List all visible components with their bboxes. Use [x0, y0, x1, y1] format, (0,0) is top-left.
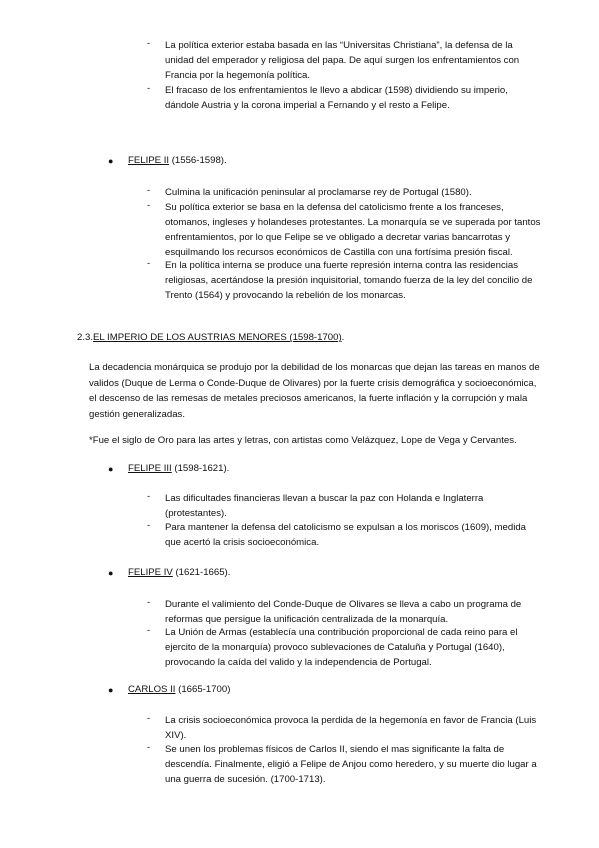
king-name: CARLOS II [128, 684, 176, 695]
king-dates: (1621-1665). [172, 567, 231, 578]
king-dates: (1556-1598). [169, 155, 227, 166]
list-dash: - [147, 491, 151, 502]
list-dash: - [147, 520, 151, 531]
bullet-icon: ● [108, 685, 114, 695]
list-item: La Unión de Armas (establecía una contribución proporcional de cada reino para el ejercito de la monarquía) provoco sublevaciones de Cataluña y Portugal (1640), provocando la caída del valido y la independencia de Portugal. [165, 627, 518, 668]
king-heading-felipe-ii [128, 155, 227, 166]
list-dash: - [147, 200, 151, 211]
bullet-icon: ● [108, 156, 114, 166]
list-item: El fracaso de los enfrentamientos le llevo a abdicar (1598) dividiendo su imperio, dándole Austria y la corona imperial a Fernando y el resto a Felipe. [165, 85, 508, 111]
section-number: 2.3. [77, 332, 94, 343]
list-dash: - [147, 185, 151, 196]
king-heading-felipe-iv [128, 567, 230, 578]
king-name: FELIPE IV [128, 567, 173, 578]
section-heading [77, 332, 344, 343]
list-item: Su política exterior se basa en la defensa del catolicismo frente a los franceses, otomanos, ingleses y holandeses protestantes. La monarquía se ve superada por tantos enfrentamientos, por lo que Felipe se ve obligado a decretar varias bancarrotas y esquilmando los recursos económicos de Castilla con una fortísima presión fiscal. [165, 202, 541, 258]
king-name: FELIPE II [128, 155, 170, 166]
list-item: La política exterior estaba basada en las “Universitas Christiana”, la defensa de la unidad del emperador y religiosa del papa. De aquí surgen los enfrentamientos con Francia por la hegemonía política. [165, 40, 520, 81]
list-item: Las dificultades financieras llevan a buscar la paz con Holanda e Inglaterra (protestantes). [165, 493, 484, 519]
bullet-icon: ● [108, 568, 114, 578]
list-dash: - [147, 83, 151, 94]
section-title: EL IMPERIO DE LOS AUSTRIAS MENORES (1598-1700) [93, 332, 342, 343]
list-dash: - [147, 742, 151, 753]
king-name: FELIPE III [128, 463, 172, 474]
king-dates: (1665-1700) [175, 684, 231, 695]
intro-paragraph: La decadencia monárquica se produjo por la debilidad de los monarcas que dejan las tareas en manos de validos (Duque de Lerma o Conde-Duque de Olivares) por la fuerte crisis demográfica y socioeconómica, el descenso de las remesas de metales preciosos americanos, la fuerte inflación y la corrupción y mala gestión generalizadas. [89, 362, 540, 420]
king-heading-carlos-ii [128, 684, 230, 695]
list-dash: - [147, 625, 151, 636]
bullet-icon: ● [108, 464, 114, 474]
list-item: Durante el valimiento del Conde-Duque de Olivares se lleva a cabo un programa de reformas que persigue la unificación centralizada de la monarquía. [165, 599, 522, 625]
king-dates: (1598-1621). [171, 463, 230, 474]
section-title-suffix: . [341, 332, 345, 343]
list-dash: - [147, 597, 151, 608]
list-item: Culmina la unificación peninsular al proclamarse rey de Portugal (1580). [165, 187, 472, 198]
list-dash: - [147, 713, 151, 724]
king-heading-felipe-iii [128, 463, 229, 474]
list-dash: - [147, 38, 151, 49]
list-dash: - [147, 258, 151, 269]
list-item: Se unen los problemas físicos de Carlos II, siendo el mas significante la falta de descendía. Finalmente, eligió a Felipe de Anjou como heredero, y su muerte dio lugar a una guerra de sucesión. (1700-1713). [165, 744, 537, 785]
note-paragraph: *Fue el siglo de Oro para las artes y letras, con artistas como Velázquez, Lope de Vega y Cervantes. [89, 435, 517, 446]
list-item: En la política interna se produce una fuerte represión interna contra las residencias religiosas, acertándose la presión inquisitorial, tomando fuerza de la ley del concilio de Trento (1564) y provocando la rebelión de los monarcas. [165, 260, 533, 301]
list-item: Para mantener la defensa del catolicismo se expulsan a los moriscos (1609), medida que acertó la crisis socioeconómica. [165, 522, 527, 548]
list-item: La crisis socioeconómica provoca la perdida de la hegemonía en favor de Francia (Luis XIV). [165, 715, 537, 741]
